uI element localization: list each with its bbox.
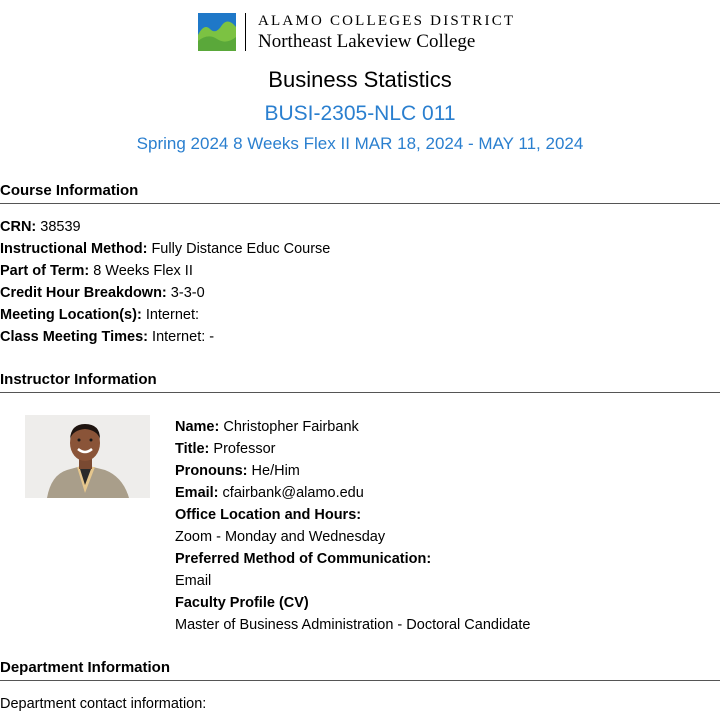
logo-district-name: ALAMO COLLEGES DISTRICT [258,13,516,29]
office-hours-value: Zoom - Monday and Wednesday [175,529,386,545]
part-of-term-value: 8 Weeks Flex II [93,263,193,279]
credit-label: Credit Hour Breakdown: [0,285,167,301]
location-value: Internet: [145,307,200,323]
crn-row [0,218,81,236]
instructor-title-label: Title: [175,441,210,457]
office-hours-label-row [175,506,361,524]
credit-row [0,284,205,302]
instructor-name-row [175,418,359,436]
instructor-photo [25,415,150,498]
communication-label: Preferred Method of Communication: [175,551,432,567]
crn-label: CRN: [0,219,37,235]
faculty-profile-label: Faculty Profile (CV) [175,595,309,611]
meeting-times-label: Class Meeting Times: [0,329,149,345]
location-row [0,306,199,324]
instructor-name-value: Christopher Fairbank [223,419,359,435]
meeting-times-value: Internet: - [152,329,215,345]
instructor-avatar-icon [25,415,150,498]
crn-value: 38539 [40,219,81,235]
communication-label-row [175,550,431,568]
course-code: BUSI-2305-NLC 011 [264,102,456,125]
faculty-profile-value: Master of Business Administration - Doctoral Candidate [175,617,531,633]
instructor-pronouns-value: He/Him [251,463,300,479]
communication-value: Email [175,573,212,589]
instructor-email-label: Email: [175,485,219,501]
course-term: Spring 2024 8 Weeks Flex II MAR 18, 2024 - MAY 11, 2024 [136,134,584,153]
instructor-pronouns-row [175,462,300,480]
instructor-pronouns-label: Pronouns: [175,463,248,479]
college-logo [198,13,528,53]
method-row [0,240,330,258]
instructor-email-row [175,484,364,502]
course-info-heading: Course Information [0,182,720,204]
department-contact-text: Department contact information: [0,696,207,712]
office-hours-label: Office Location and Hours: [175,507,362,523]
instructor-name-label: Name: [175,419,220,435]
meeting-times-row [0,328,214,346]
faculty-profile-label-row [175,594,309,612]
logo-divider [245,13,246,51]
method-label: Instructional Method: [0,241,148,257]
page-title: Business Statistics [268,67,452,92]
part-of-term-row [0,262,193,280]
location-label: Meeting Location(s): [0,307,142,323]
credit-value: 3-3-0 [170,285,205,301]
instructor-title-row [175,440,275,458]
method-value: Fully Distance Educ Course [151,241,331,257]
logo-college-name: Northeast Lakeview College [258,31,476,52]
instructor-email-value: cfairbank@alamo.edu [222,485,364,501]
part-of-term-label: Part of Term: [0,263,90,279]
instructor-info-heading: Instructor Information [0,371,720,393]
instructor-title-value: Professor [213,441,276,457]
college-logo-icon [198,13,236,51]
department-info-heading: Department Information [0,659,720,681]
